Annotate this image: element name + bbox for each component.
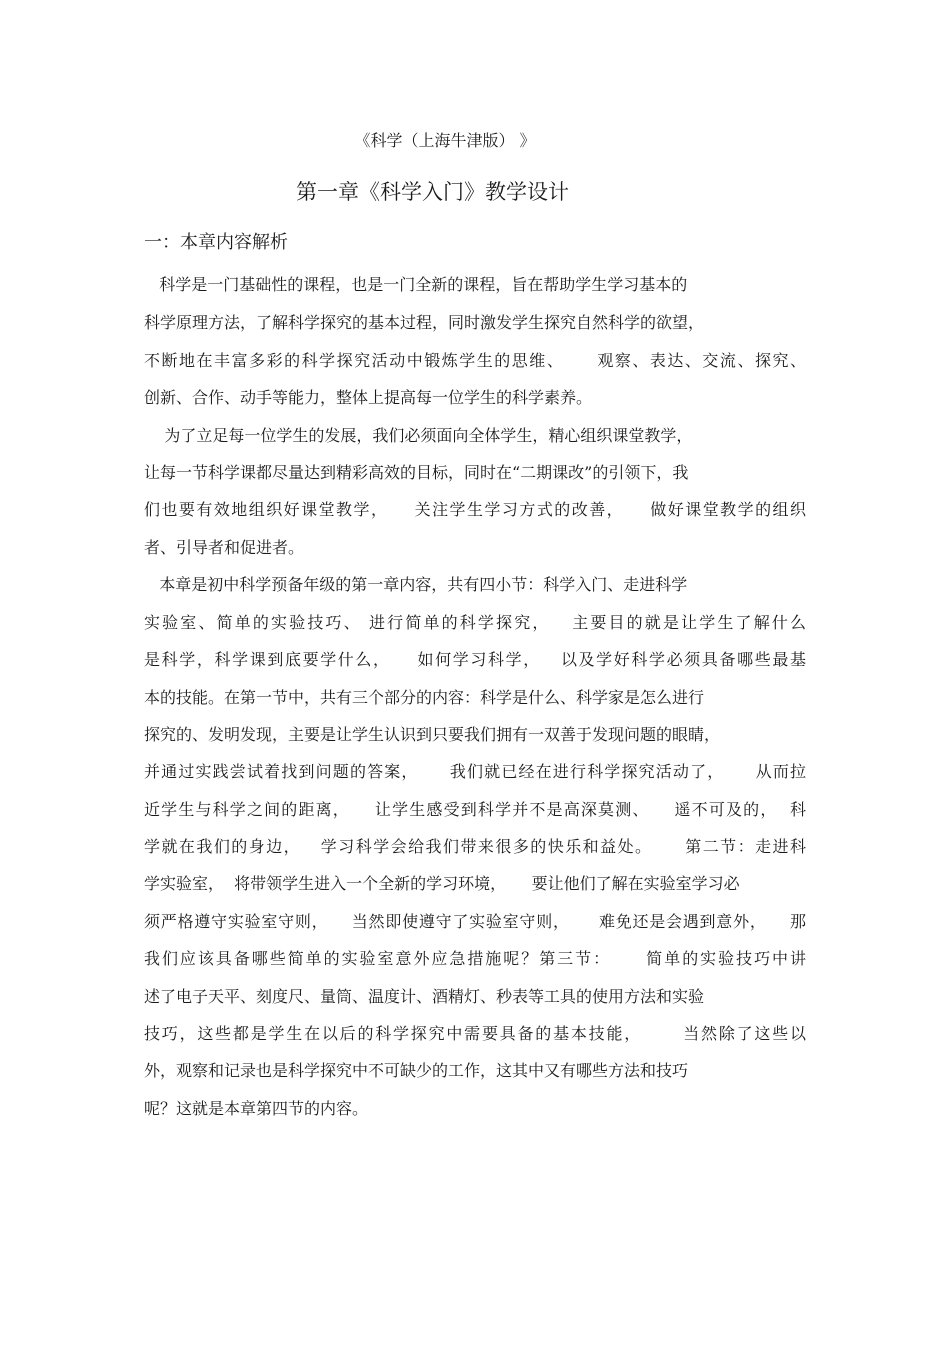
paragraph-line: 为了立足每一位学生的发展，我们必须面向全体学生，精心组织课堂教学， — [144, 426, 693, 445]
paragraph-line: 探究的、发明发现，主要是让学生认识到只要我们拥有一双善于发现问题的眼睛， — [144, 725, 721, 744]
paragraph-line: 科学原理方法，了解科学探究的基本过程，同时激发学生探究自然科学的欲望， — [144, 313, 705, 332]
paragraph-line: 学就在我们的身边， 学习科学会给我们带来很多的快乐和益处。 第二节：走进科 — [144, 837, 806, 856]
paragraph-line: 是科学，科学课到底要学什么， 如何学习科学， 以及学好科学必须具备哪些最基 — [144, 650, 806, 669]
paragraph-line: 我们应该具备哪些简单的实验室意外应急措施呢？第三节： 简单的实验技巧中讲 — [144, 949, 806, 968]
paragraph-line: 述了电子天平、刻度尺、量筒、温度计、酒精灯、秒表等工具的使用方法和实验 — [144, 987, 705, 1006]
section-heading: 一：本章内容解析 — [144, 232, 288, 253]
paragraph-line: 须严格遵守实验室守则， 当然即使遵守了实验室守则， 难免还是会遇到意外， 那 — [144, 912, 806, 931]
paragraph-line: 实验室、简单的实验技巧、 进行简单的科学探究， 主要目的就是让学生了解什么 — [144, 613, 806, 632]
paragraph-line: 创新、合作、动手等能力，整体上提高每一位学生的科学素养。 — [144, 388, 593, 407]
paragraph-line: 们也要有效地组织好课堂教学， 关注学生学习方式的改善， 做好课堂教学的组织 — [144, 500, 806, 519]
paragraph-line: 并通过实践尝试着找到问题的答案， 我们就已经在进行科学探究活动了， 从而拉 — [144, 762, 806, 781]
paragraph-line: 学实验室， 将带领学生进入一个全新的学习环境， 要让他们了解在实验室学习必 — [144, 874, 740, 893]
document-subtitle: 《科学（上海牛津版） 》 — [354, 131, 536, 150]
paragraph-line: 者、引导者和促进者。 — [144, 538, 305, 557]
paragraph-line: 近学生与科学之间的距离， 让学生感受到科学并不是高深莫测、 遥不可及的， 科 — [144, 800, 806, 819]
paragraph-line: 呢？这就是本章第四节的内容。 — [144, 1099, 369, 1118]
paragraph-line: 让每一节科学课都尽量达到精彩高效的目标，同时在“二期课改”的引领下，我 — [144, 463, 689, 482]
paragraph-line: 外，观察和记录也是科学探究中不可缺少的工作，这其中又有哪些方法和技巧 — [144, 1061, 689, 1080]
paragraph-line: 技巧，这些都是学生在以后的科学探究中需要具备的基本技能， 当然除了这些以 — [144, 1024, 806, 1043]
paragraph-line: 本章是初中科学预备年级的第一章内容，共有四小节：科学入门、走进科学 — [144, 575, 688, 594]
paragraph-line: 不断地在丰富多彩的科学探究活动中锻炼学生的思维、 观察、表达、交流、探究、 — [144, 351, 806, 370]
paragraph-line: 本的技能。在第一节中，共有三个部分的内容：科学是什么、科学家是怎么进行 — [144, 688, 705, 707]
document-title: 第一章《科学入门》教学设计 — [296, 180, 569, 204]
paragraph-line: 科学是一门基础性的课程，也是一门全新的课程，旨在帮助学生学习基本的 — [144, 275, 688, 294]
